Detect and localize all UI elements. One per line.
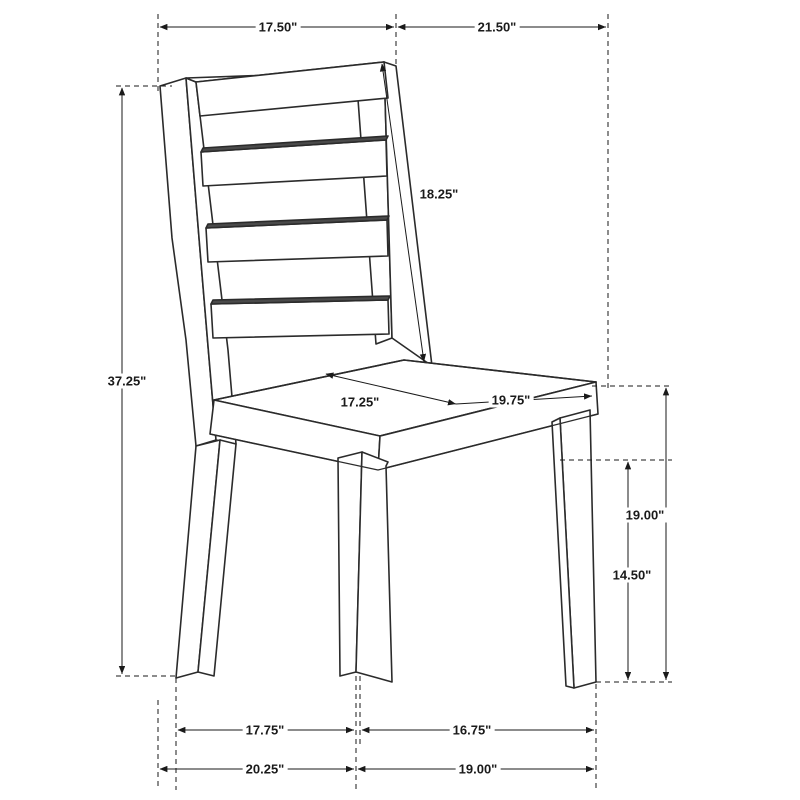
chair-leg-front-left-side	[356, 452, 392, 682]
chair-back-post-near	[384, 62, 432, 366]
dim-label-back-height: 18.25"	[417, 187, 462, 202]
dim-label-base-right-width: 19.00"	[456, 762, 501, 777]
dim-label-seat-depth-left: 17.25"	[338, 395, 383, 410]
dim-label-seat-height-inner: 14.50"	[610, 568, 655, 583]
dim-label-overall-height: 37.25"	[105, 374, 150, 389]
dim-label-seat-width-right: 19.75"	[489, 393, 534, 408]
chair-back-slat-3	[211, 300, 389, 338]
chair-illustration	[160, 62, 598, 688]
dim-label-foot-right-depth: 16.75"	[450, 723, 495, 738]
dim-label-foot-left-depth: 17.75"	[243, 723, 288, 738]
dim-label-seat-height-outer: 19.00"	[623, 508, 668, 523]
dim-label-base-left-width: 20.25"	[243, 762, 288, 777]
dim-label-top-left-width: 17.50"	[256, 20, 301, 35]
dim-label-top-right-width: 21.50"	[475, 20, 520, 35]
